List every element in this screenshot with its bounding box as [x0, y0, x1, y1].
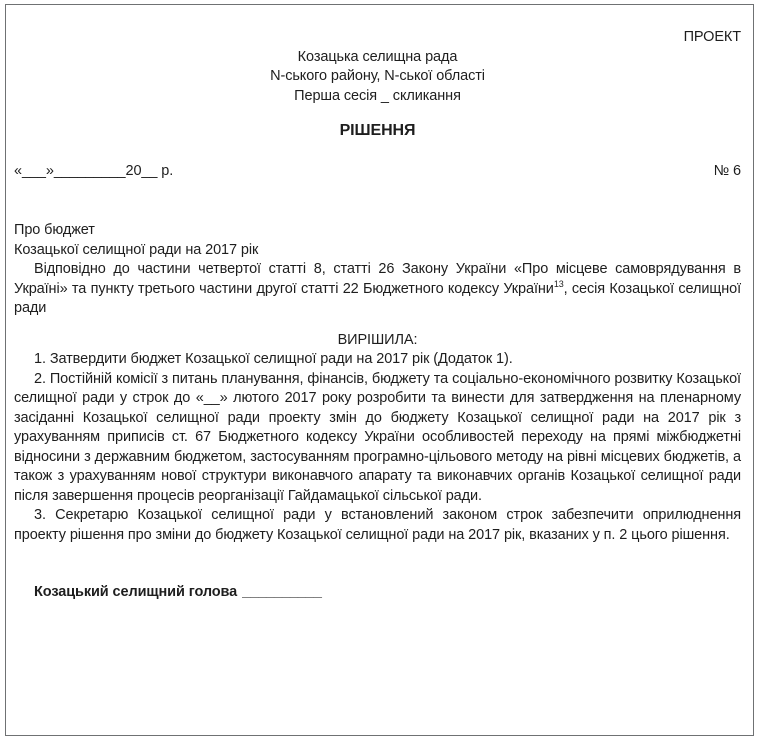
footnote-ref: 13 — [553, 278, 564, 289]
session-line: Перша сесія _ скликання — [294, 87, 461, 104]
council-name: Козацька селищна рада — [297, 48, 458, 65]
resolution-item-3: 3. Секретарю Козацької селищної ради у встановлений законом строк забезпечити оприлюднення проекту рішення про зміни до бюджету Козацької селищної ради на 2017 рік, вказаних у п. 2 цього рішення. — [14, 507, 741, 543]
subject-line-1: Про бюджет — [14, 222, 95, 238]
signature-title: Козацький селищний голова — [34, 584, 238, 600]
date-blank-line: «___»_________20__ р. — [14, 162, 174, 179]
resolution-item-1: 1. Затвердити бюджет Козацької селищної ради на 2017 рік (Додаток 1). — [34, 351, 513, 367]
document-number: № 6 — [713, 162, 741, 179]
signature-blank: __________ — [242, 584, 322, 600]
resolution-item-2: 2. Постійній комісії з питань планування, фінансів, бюджету та соціально-економічного розвитку Козацької селищної ради у строк до «__» лютого 2017 року розробити та винести для затвердження на пленарному засіданні Козацької селищної ради проекту змін до бюджету Козацької селищної ради на 2017 рік з урахуванням приписів ст. 67 Бюджетного кодексу України особливостей переходу на прямі міжбюджетні відносини з державним бюджетом, застосуванням програмно-цільового методу на рівні місцевих бюджетів, а також з урахуванням нової структури виконавчого апарату та виконавчих органів Козацької селищної ради після завершення процесів реорганізації Гайдамацької сільської ради. — [14, 370, 741, 504]
resolved-heading: ВИРІШИЛА: — [337, 331, 418, 348]
document-type-title: РІШЕННЯ — [339, 122, 416, 139]
signature-line — [14, 583, 741, 603]
preamble-text-cont: , сесія Козацької селищної ради — [14, 280, 741, 316]
preamble-text: Відповідно до частини четвертої статті 8, статті 26 Закону України «Про місцеве самоврядування в Україні» та пункту третього частини другої статті 22 Бюджетного кодексу України — [14, 261, 741, 297]
date-number-row — [14, 162, 741, 182]
subject-line-2: Козацької селищної ради на 2017 рік — [14, 241, 259, 258]
subject-block — [14, 221, 741, 260]
preamble-paragraph — [14, 260, 741, 319]
draft-stamp: ПРОЕКТ — [683, 29, 741, 45]
document-page — [5, 4, 754, 736]
council-location: N-ського району, N-ської області — [270, 68, 485, 84]
